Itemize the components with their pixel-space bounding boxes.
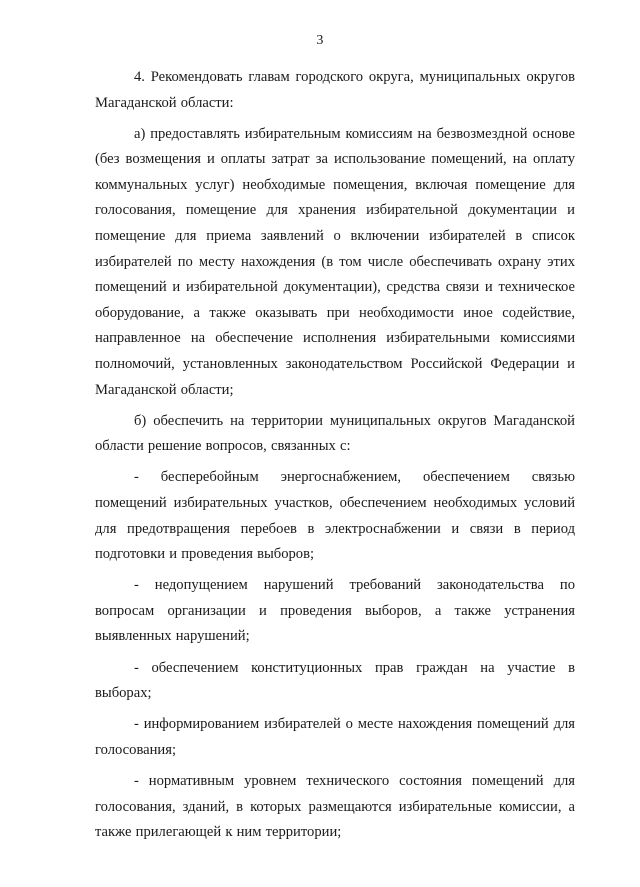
- list-item-power-supply: - бесперебойным энергоснабжением, обеспечением связью помещений избирательных участков, обеспечением необходимых условий для предотвращения перебоев в электроснабжении и связи в период подготовки и проведения выборов;: [95, 469, 575, 563]
- list-item-technical-condition: - нормативным уровнем технического состояния помещений для голосования, зданий, в которых размещаются избирательные комиссии, а также прилегающей к ним территории;: [95, 772, 575, 841]
- paragraph-recommendation: 4. Рекомендовать главам городского округа, муниципальных округов Магаданской области:: [95, 69, 575, 111]
- document-body: [95, 65, 575, 851]
- paragraph-item-a: а) предоставлять избирательным комиссиям на безвозмездной основе (без возмещения и оплаты затрат за использование помещений, на оплату коммунальных услуг) необходимые помещения, включая помещение для голосования, помещение для хранения избирательной документации и помещение для приема заявлений о включении избирателей в список избирателей по месту нахождения (в том числе обеспечивать охрану этих помещений и избирательной документации), средства связи и техническое оборудование, а также оказывать при необходимости иное содействие, направленное на обеспечение исполнения избирательными комиссиями полномочий, установленных законодательством Российской Федерации и Магаданской области;: [95, 125, 575, 398]
- page-number: 3: [316, 33, 324, 48]
- list-item-constitutional-rights: - обеспечением конституционных прав граждан на участие в выборах;: [95, 659, 575, 702]
- list-item-informing-voters: - информированием избирателей о месте нахождения помещений для голосования;: [95, 716, 575, 758]
- paragraph-item-b: б) обеспечить на территории муниципальных округов Магаданской области решение вопросов, связанных с:: [95, 412, 575, 455]
- list-item-violations: - недопущением нарушений требований законодательства по вопросам организации и проведения выборов, а также устранения выявленных нарушений;: [95, 577, 575, 645]
